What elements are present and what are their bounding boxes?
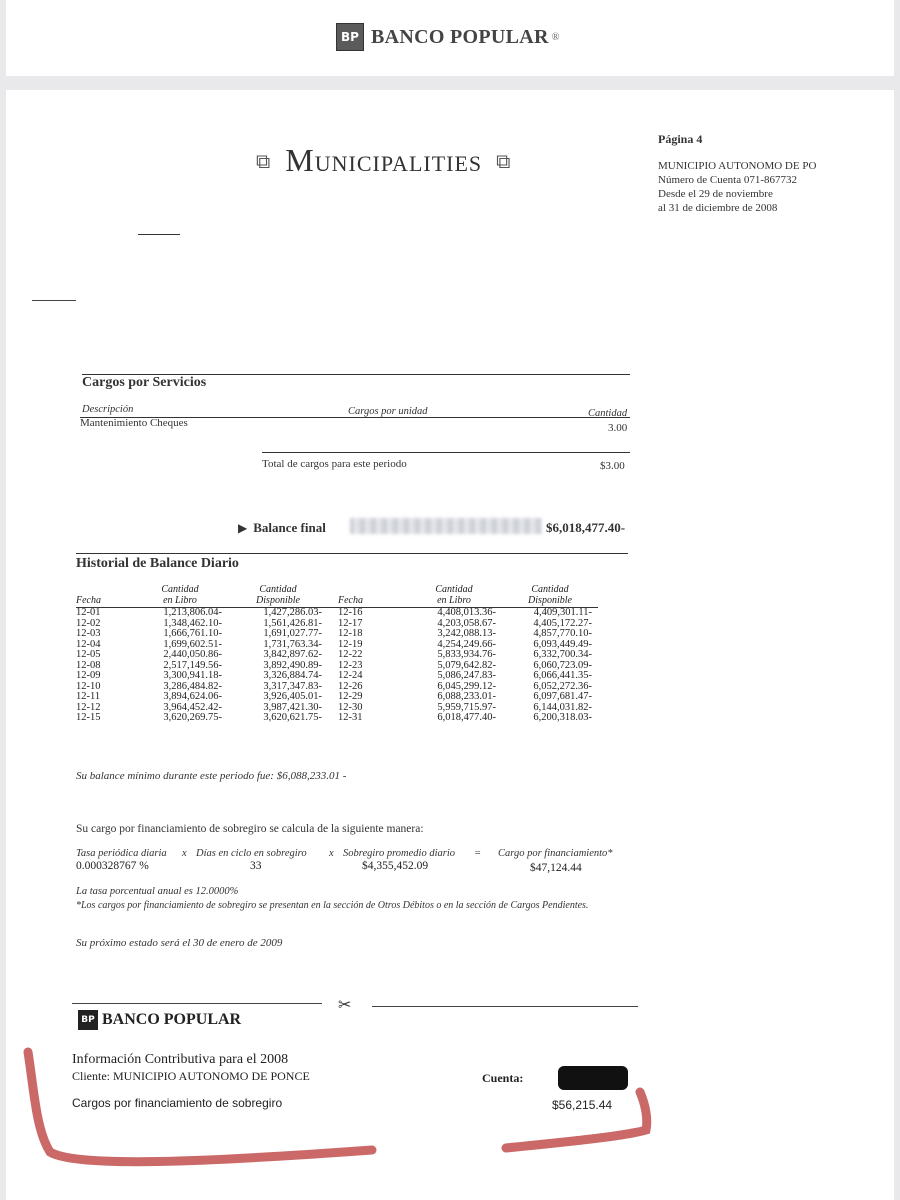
date-cell: 12-05 — [76, 649, 101, 660]
book-balance-cell: 4,408,013.36- — [437, 607, 496, 618]
available-balance-cell: 3,987,421.30- — [263, 701, 322, 713]
balance-history-table — [76, 584, 598, 724]
statement-page — [6, 90, 894, 1200]
top-banner — [6, 0, 894, 76]
book-balance-cell: 5,079,642.82- — [437, 659, 496, 671]
col-available-balance: Cantidad Disponible — [228, 584, 328, 608]
available-balance-cell: 4,409,301.11- — [533, 607, 592, 618]
rate-label: Tasa periódica diaria — [76, 848, 167, 859]
final-balance-text: Balance final — [253, 520, 326, 535]
operator: = — [474, 848, 482, 859]
book-balance-cell: 5,086,247.83- — [437, 670, 496, 681]
minimum-balance: Su balance mínimo durante este periodo fue: $6,088,233.01 - — [76, 770, 347, 782]
date-cell: 12-30 — [338, 701, 363, 713]
book-balance-cell: 2,440,050.86- — [163, 649, 222, 660]
table-row — [76, 692, 598, 703]
available-balance-cell: 1,691,027.77- — [263, 628, 322, 639]
bank-name: BANCO POPULAR — [371, 25, 549, 48]
overdraft-charges-label: Cargos por financiamiento de sobregiro — [72, 1096, 283, 1110]
table-row — [76, 608, 598, 619]
footnote: *Los cargos por financiamiento de sobregiro se presentan en la sección de Otros Débitos o en la sección de Cargos Pendientes. — [76, 900, 589, 911]
col-book-balance: Cantidad en Libro — [406, 584, 502, 608]
date-cell: 12-17 — [338, 617, 363, 629]
date-cell: 12-26 — [338, 680, 363, 692]
final-balance-amount: $6,018,477.40- — [546, 520, 626, 535]
book-balance-cell: 4,254,249.66- — [437, 638, 496, 650]
table-row — [76, 661, 598, 672]
col-amount: Cantidad — [588, 408, 628, 419]
date-cell: 12-09 — [76, 670, 101, 681]
col-book-balance: Cantidad en Libro — [132, 584, 228, 608]
statement-title — [256, 142, 511, 179]
divider — [262, 452, 630, 453]
financing-charge-value: $47,124.44 — [530, 862, 582, 874]
available-balance-cell: 1,427,286.03- — [263, 607, 322, 618]
date-cell: 12-18 — [338, 628, 363, 639]
triangle-right-icon: ▶ — [238, 521, 248, 535]
scissors-icon: ✂ — [338, 995, 352, 1014]
book-balance-cell: 1,699,602.51- — [163, 638, 222, 650]
available-balance-cell: 6,060,723.09- — [533, 659, 592, 671]
available-balance-cell: 1,731,763.34- — [263, 638, 322, 650]
col-date: Fecha — [328, 584, 406, 608]
date-cell: 12-08 — [76, 659, 101, 671]
book-balance-cell: 1,213,806.04- — [163, 607, 222, 618]
book-balance-cell: 1,666,761.10- — [163, 628, 222, 639]
book-balance-cell: 5,833,934.76- — [437, 649, 496, 660]
annual-rate: La tasa porcentual anual es 12.0000% — [76, 886, 239, 897]
total-charges-value: $3.00 — [600, 460, 625, 472]
date-cell: 12-02 — [76, 617, 101, 629]
date-cell: 12-10 — [76, 680, 101, 692]
divider — [138, 234, 180, 235]
tax-info-title: Información Contributiva para el 2008 — [72, 1052, 289, 1067]
table-row — [76, 671, 598, 682]
date-cell: 12-04 — [76, 638, 101, 650]
book-balance-cell: 6,088,233.01- — [437, 691, 496, 702]
book-balance-cell: 3,894,624.06- — [163, 691, 222, 702]
book-balance-cell: 4,203,058.67- — [437, 617, 496, 629]
available-balance-cell: 3,842,897.62- — [263, 649, 322, 660]
avg-overdraft-label: Sobregiro promedio diario — [343, 848, 455, 859]
cut-line — [72, 1003, 322, 1004]
table-row — [76, 650, 598, 661]
date-cell: 12-01 — [76, 607, 101, 618]
available-balance-cell: 1,561,426.81- — [263, 617, 322, 629]
available-balance-cell: 6,093,449.49- — [533, 638, 592, 650]
table-row — [76, 682, 598, 693]
days-value: 33 — [250, 860, 262, 872]
table-row — [76, 629, 598, 640]
date-cell: 12-22 — [338, 649, 363, 660]
marker-stroke — [28, 1052, 372, 1162]
stub-bank-brand — [78, 1010, 241, 1030]
bank-logo: BP — [78, 1010, 98, 1030]
period-from: Desde el 29 de noviembre — [658, 188, 773, 200]
operator: x — [329, 848, 334, 859]
cut-line — [372, 1006, 638, 1007]
financing-charge-label: Cargo por financiamiento* — [498, 848, 613, 859]
col-description: Descripción — [82, 404, 134, 415]
avg-overdraft-value: $4,355,452.09 — [362, 860, 429, 872]
date-cell: 12-19 — [338, 638, 363, 650]
charge-description: Mantenimiento Cheques — [80, 417, 188, 429]
available-balance-cell: 3,892,490.89- — [263, 659, 322, 671]
available-balance-cell: 4,857,770.10- — [533, 628, 592, 639]
history-title: Historial de Balance Diario — [76, 556, 239, 571]
book-balance-cell: 6,045,299.12- — [437, 680, 496, 692]
divider — [76, 553, 628, 554]
date-cell: 12-23 — [338, 659, 363, 671]
overdraft-charges-value: $56,215.44 — [552, 1098, 613, 1112]
available-balance-cell: 6,066,441.35- — [533, 670, 592, 681]
date-cell: 12-31 — [338, 712, 363, 723]
bank-brand — [336, 22, 559, 52]
square-ornament-icon: ⧉ — [256, 148, 272, 173]
account-holder: MUNICIPIO AUTONOMO DE PO — [658, 160, 817, 172]
redaction-blur — [350, 518, 542, 534]
account-info — [658, 132, 816, 215]
book-balance-cell: 3,964,452.42- — [163, 701, 222, 713]
available-balance-cell: 6,144,031.82- — [533, 701, 592, 713]
marker-stroke — [506, 1092, 647, 1148]
book-balance-cell: 2,517,149.56- — [163, 659, 222, 671]
divider — [32, 300, 76, 301]
date-cell: 12-12 — [76, 701, 101, 713]
next-statement: Su próximo estado será el 30 de enero de 2009 — [76, 937, 283, 949]
book-balance-cell: 5,959,715.97- — [437, 701, 496, 713]
available-balance-cell: 4,405,172.27- — [533, 617, 592, 629]
col-available-balance: Cantidad Disponible — [502, 584, 598, 608]
bank-logo: BP — [336, 23, 364, 51]
final-balance-label — [238, 520, 326, 536]
table-row — [76, 713, 598, 724]
registered-mark: ® — [551, 31, 560, 43]
period-to: al 31 de diciembre de 2008 — [658, 202, 778, 214]
book-balance-cell: 3,286,484.82- — [163, 680, 222, 692]
available-balance-cell: 6,200,318.03- — [533, 712, 592, 723]
date-cell: 12-15 — [76, 712, 101, 723]
table-row — [76, 619, 598, 630]
book-balance-cell: 3,620,269.75- — [163, 712, 222, 723]
table-row — [76, 703, 598, 714]
col-date: Fecha — [76, 584, 132, 608]
available-balance-cell: 3,326,884.74- — [263, 670, 322, 681]
col-unit-charge: Cargos por unidad — [348, 406, 428, 417]
available-balance-cell: 3,926,405.01- — [263, 691, 322, 702]
square-ornament-icon: ⧉ — [496, 148, 512, 173]
total-charges-label: Total de cargos para este periodo — [262, 458, 407, 470]
book-balance-cell: 3,242,088.13- — [437, 628, 496, 639]
book-balance-cell: 1,348,462.10- — [163, 617, 222, 629]
account-label: Cuenta: — [482, 1071, 524, 1085]
red-marker-annotation — [6, 1030, 894, 1200]
available-balance-cell: 6,052,272.36- — [533, 680, 592, 692]
tax-client: Cliente: MUNICIPIO AUTONOMO DE PONCE — [72, 1069, 310, 1083]
available-balance-cell: 6,332,700.34- — [533, 649, 592, 660]
date-cell: 12-16 — [338, 607, 363, 618]
date-cell: 12-24 — [338, 670, 363, 681]
book-balance-cell: 3,300,941.18- — [163, 670, 222, 681]
available-balance-cell: 3,317,347.83- — [263, 680, 322, 692]
date-cell: 12-03 — [76, 628, 101, 639]
book-balance-cell: 6,018,477.40- — [437, 712, 496, 723]
table-row — [76, 640, 598, 651]
account-number: Número de Cuenta 071-867732 — [658, 174, 797, 186]
page-number: Página 4 — [658, 132, 703, 146]
available-balance-cell: 3,620,621.75- — [263, 712, 322, 723]
date-cell: 12-11 — [76, 691, 101, 702]
service-charges-title: Cargos por Servicios — [82, 375, 207, 390]
overdraft-title: Su cargo por financiamiento de sobregiro se calcula de la siguiente manera: — [76, 823, 424, 835]
available-balance-cell: 6,097,681.47- — [533, 691, 592, 702]
rate-value: 0.000328767 % — [76, 860, 149, 872]
bank-name: BANCO POPULAR — [102, 1011, 242, 1028]
operator: x — [182, 848, 187, 859]
days-label: Días en ciclo en sobregiro — [196, 848, 307, 859]
date-cell: 12-29 — [338, 691, 363, 702]
history-rows — [76, 608, 598, 724]
charge-amount: 3.00 — [608, 422, 628, 434]
title-text: Municipalities — [285, 142, 483, 178]
